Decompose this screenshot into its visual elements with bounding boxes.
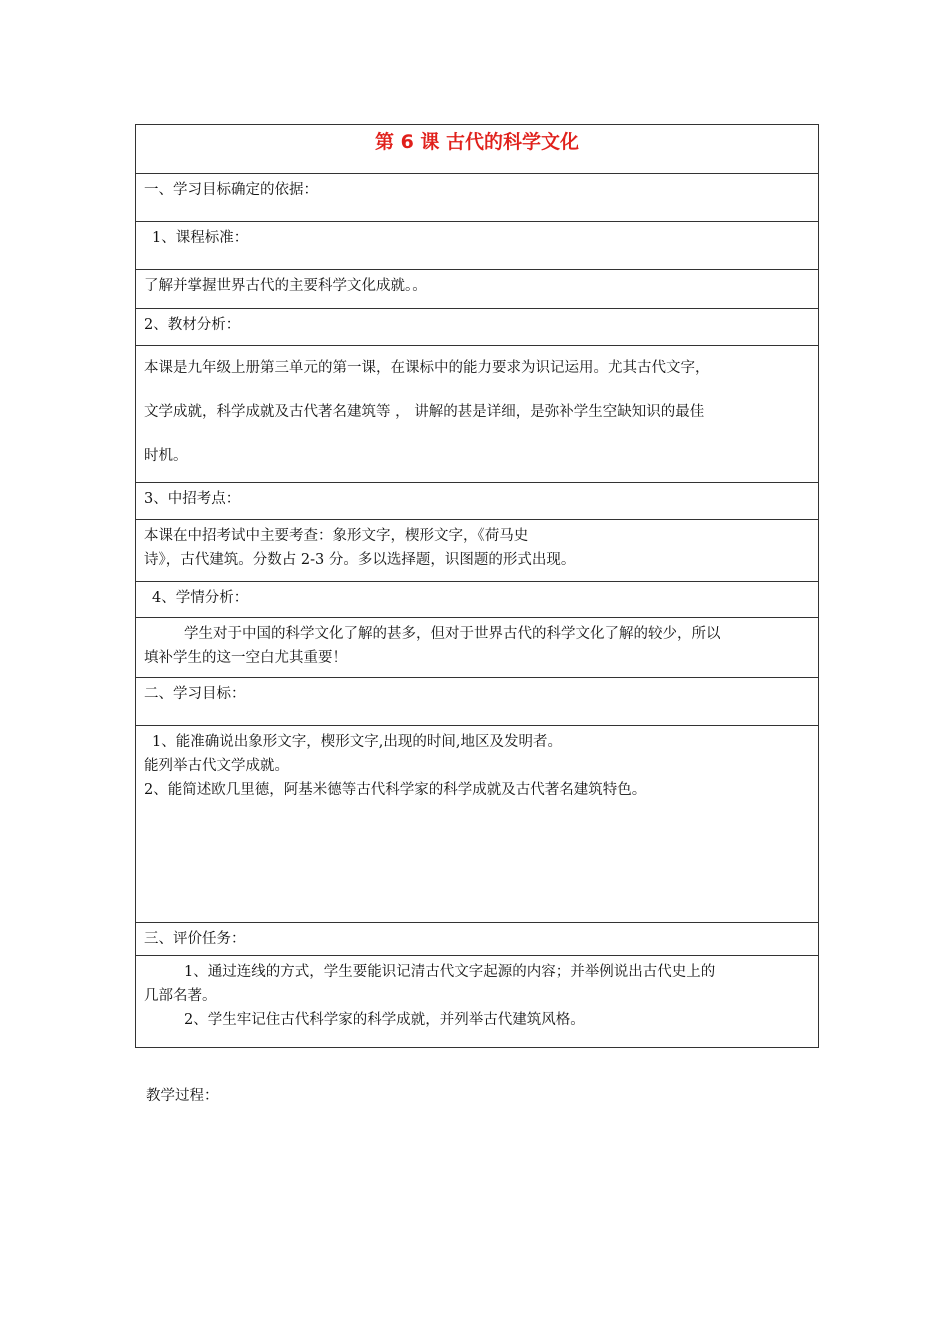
learner-line: 填补学生的这一空白尤其重要！ bbox=[144, 650, 347, 666]
basis-heading: 一、学习目标确定的依据： bbox=[136, 174, 819, 222]
lesson-plan-table bbox=[135, 124, 819, 1048]
eval-line: 2、学生牢记住古代科学家的科学成就，并列举古代建筑风格。 bbox=[184, 1012, 585, 1028]
textbook-analysis bbox=[136, 346, 819, 483]
learner-heading: 4、学情分析： bbox=[136, 582, 819, 618]
exam-heading: 3、中招考点： bbox=[136, 483, 819, 520]
eval-line: 1、通过连线的方式，学生要能识记清古代文字起源的内容；并举例说出古代史上的 bbox=[184, 964, 716, 980]
goal-line: 2、能简述欧几里德，阿基米德等古代科学家的科学成就及古代著名建筑特色。 bbox=[144, 782, 647, 798]
eval-heading: 三、评价任务： bbox=[136, 923, 819, 956]
textbook-line: 时机。 bbox=[144, 448, 188, 464]
exam-line: 诗》，古代建筑。分数占 2-3 分。多以选择题，识图题的形式出现。 bbox=[144, 552, 576, 568]
lesson-plan-table-wrapper bbox=[135, 124, 819, 1048]
textbook-line: 本课是九年级上册第三单元的第一课，在课标中的能力要求为识记运用。尤其古代文字， bbox=[144, 360, 710, 376]
curriculum-text: 了解并掌握世界古代的主要科学文化成就。。 bbox=[136, 270, 819, 309]
lesson-title: 第 6 课 古代的科学文化 bbox=[136, 125, 819, 174]
learner-analysis bbox=[136, 618, 819, 678]
goals-heading: 二、学习目标： bbox=[136, 678, 819, 726]
exam-line: 本课在中招考试中主要考查：象形文字，楔形文字，《荷马史 bbox=[144, 528, 529, 544]
textbook-heading: 2、教材分析： bbox=[136, 309, 819, 346]
goal-line: 能列举古代文学成就。 bbox=[144, 758, 289, 774]
curriculum-heading: 1、课程标准： bbox=[136, 222, 819, 270]
evaluation-tasks bbox=[136, 956, 819, 1048]
eval-line: 几部名著。 bbox=[144, 988, 217, 1004]
goal-line: 1、能准确说出象形文字，楔形文字,出现的时间,地区及发明者。 bbox=[152, 734, 562, 750]
learner-line: 学生对于中国的科学文化了解的甚多，但对于世界古代的科学文化了解的较少，所以 bbox=[184, 626, 721, 642]
exam-points bbox=[136, 520, 819, 582]
learning-goals bbox=[136, 726, 819, 923]
textbook-line: 文学成就，科学成就及古代著名建筑等 ， 讲解的甚是详细，是弥补学生空缺知识的最佳 bbox=[144, 404, 705, 420]
teaching-process-label: 教学过程： bbox=[146, 1088, 219, 1104]
